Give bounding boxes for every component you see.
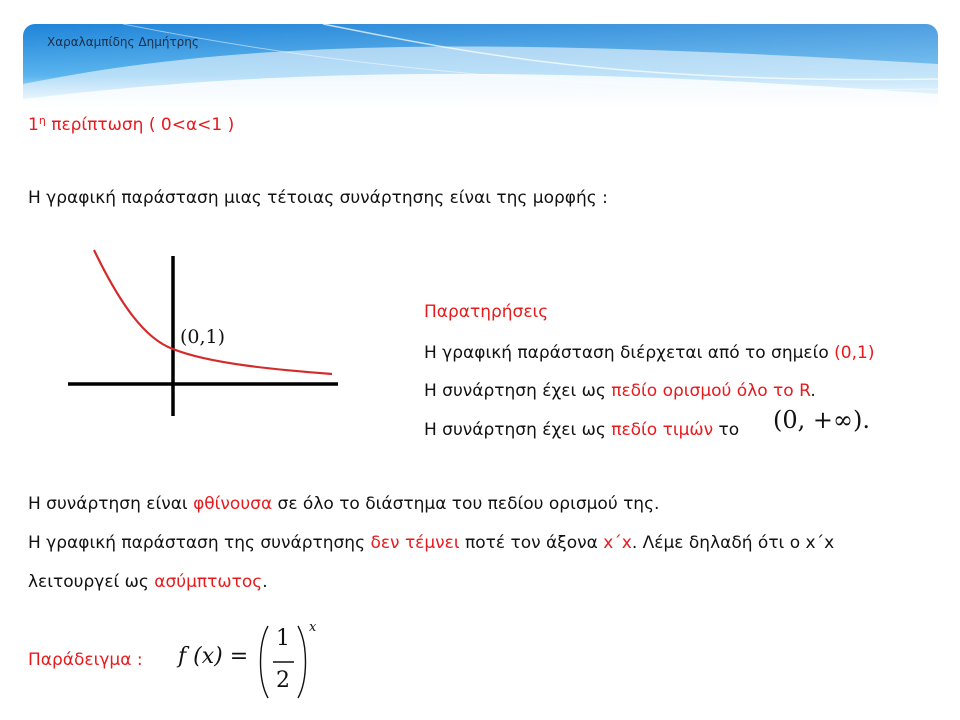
example-label: Παράδειγμα : <box>28 650 143 670</box>
p2-text-b: ποτέ τον άξονα <box>459 533 604 553</box>
observation-1-point: (0,1) <box>834 343 875 363</box>
p2-no-intersect: δεν τέμνει <box>370 533 460 553</box>
observation-3-text: Η συνάρτηση έχει ως <box>424 420 612 440</box>
paragraph-asymptote <box>28 535 834 552</box>
observations-title: Παρατηρήσεις <box>424 302 549 322</box>
observation-3-range: πεδίο τιμών <box>611 420 714 440</box>
p1-text-a: Η συνάρτηση είναι <box>28 494 194 514</box>
observation-3-end: . <box>862 406 870 434</box>
p3-text-b: . <box>262 572 268 592</box>
formula-denominator: 2 <box>276 668 290 693</box>
observation-3-mid: το <box>713 420 740 440</box>
formula-exponent: x <box>309 620 317 635</box>
observation-1 <box>424 345 874 362</box>
p2-text-a: Η γραφική παράσταση της συνάρτησης <box>28 533 371 553</box>
formula-parentheses <box>258 624 328 700</box>
example-formula <box>178 620 328 700</box>
observation-2-domain: πεδίο ορισμού όλο το R <box>611 381 811 401</box>
p3-asymptote: ασύμπτωτος <box>154 572 263 592</box>
intro-text: Η γραφική παράσταση μιας τέτοιας συνάρτησης είναι της μορφής : <box>28 188 608 208</box>
author-name: Χαραλαμπίδης Δημήτρης <box>47 35 199 49</box>
p1-decreasing: φθίνουσα <box>193 494 273 514</box>
p3-text-a: λειτουργεί ως <box>28 572 155 592</box>
range-interval <box>773 406 870 434</box>
case-number: 1 <box>28 115 39 135</box>
observation-2-text: Η συνάρτηση έχει ως <box>424 381 612 401</box>
p2-axis: x΄x <box>603 533 632 553</box>
case-title <box>28 115 234 134</box>
observation-3 <box>424 422 739 439</box>
formula-numerator: 1 <box>276 626 290 651</box>
observation-2-end: . <box>810 381 816 401</box>
p1-text-b: σε όλο το διάστημα του πεδίου ορισμού της. <box>272 494 660 514</box>
observation-2 <box>424 383 816 400</box>
formula-lhs: f (x) = <box>178 644 249 669</box>
p2-text-c: . Λέμε δηλαδή ότι ο x΄x <box>631 533 835 553</box>
paragraph-asymptote-cont <box>28 574 268 591</box>
observation-1-text: Η γραφική παράσταση διέρχεται από το σημείο <box>424 343 835 363</box>
point-label: (0,1) <box>180 326 226 348</box>
decreasing-curve <box>94 250 332 374</box>
case-condition: περίπτωση ( 0<α<1 ) <box>45 115 235 135</box>
case-ordinal: η <box>38 114 46 127</box>
range-interval-value: (0, +∞) <box>773 406 863 434</box>
paragraph-decreasing <box>28 496 659 513</box>
